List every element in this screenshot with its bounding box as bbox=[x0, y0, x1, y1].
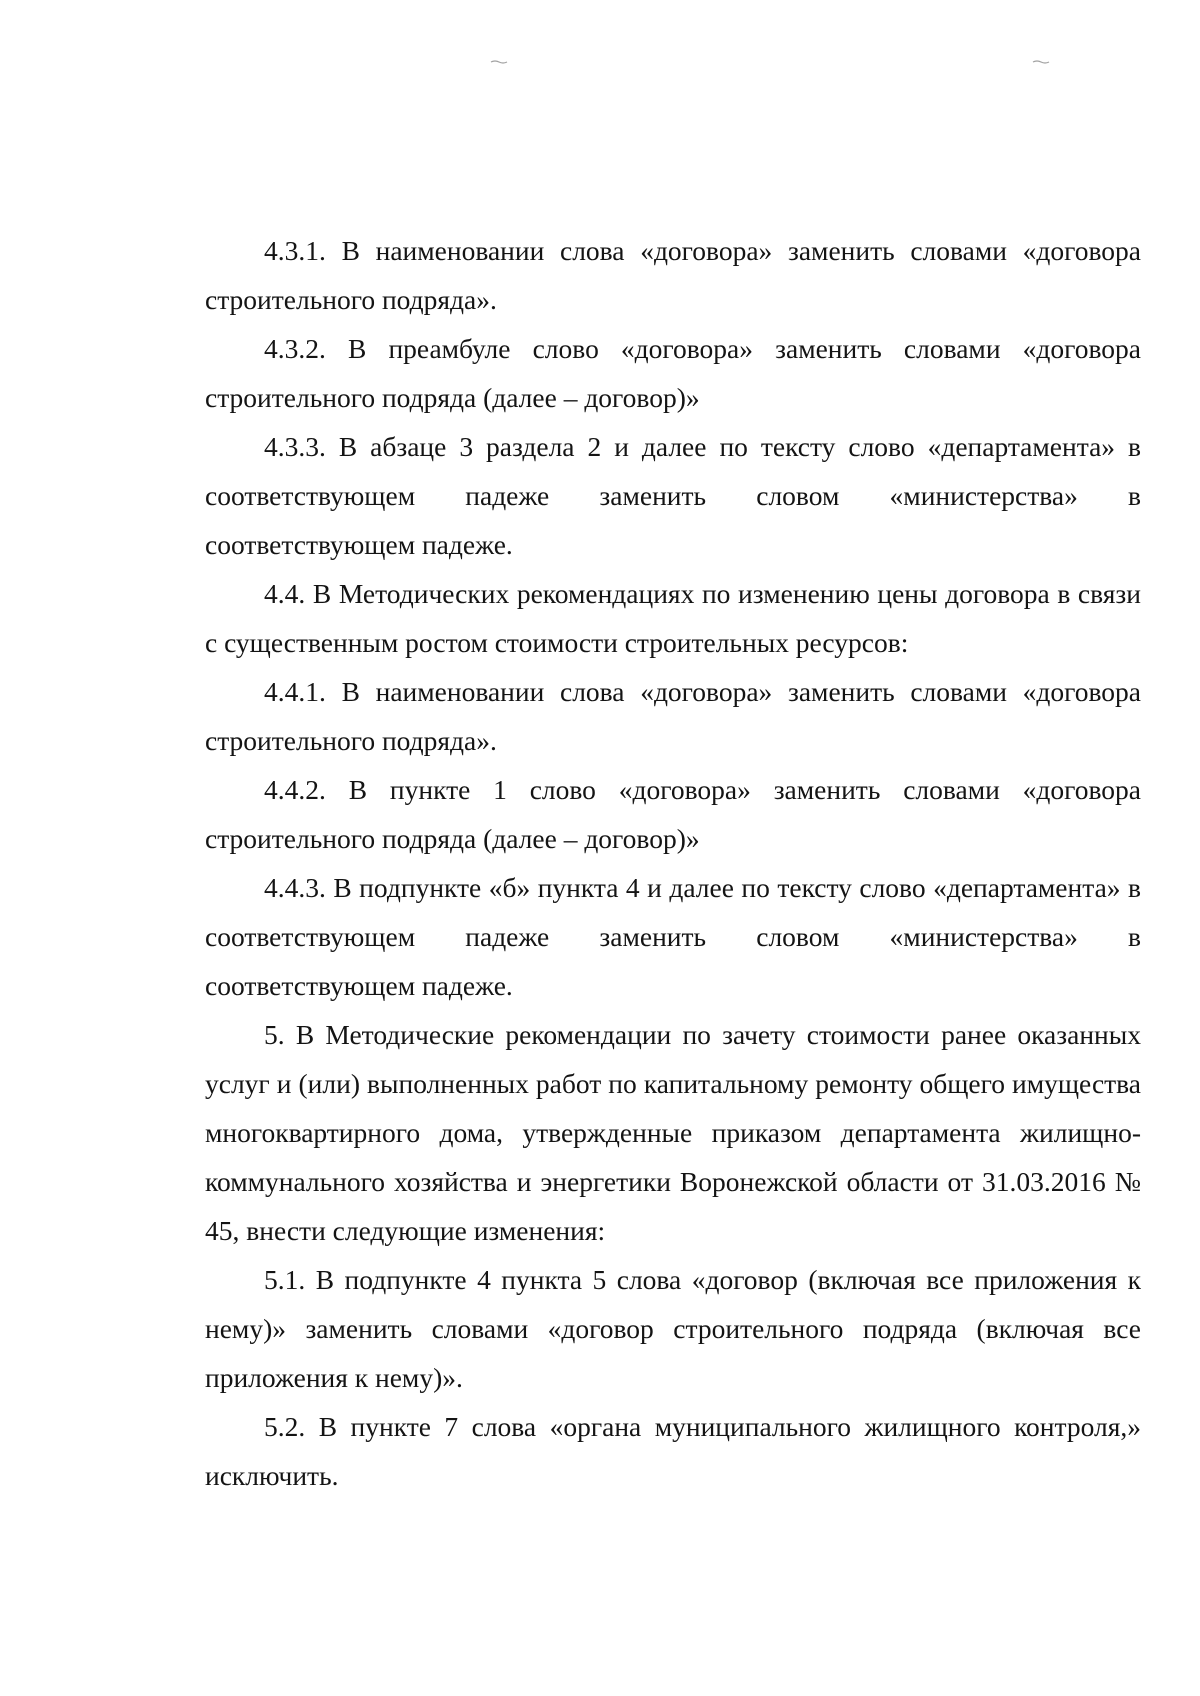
paragraph-4-4: 4.4. В Методических рекомендациях по изменению цены договора в связи с существенным ростом стоимости строительных ресурсов: bbox=[205, 578, 1141, 658]
paragraph-4-4-1: 4.4.1. В наименовании слова «договора» заменить словами «договора строительного подряда». bbox=[205, 676, 1141, 756]
scan-mark-icon bbox=[490, 60, 508, 64]
paragraph-4-4-3: 4.4.3. В подпункте «б» пункта 4 и далее по тексту слово «департамента» в соответствующем падеже заменить словом «министерства» в соответствующем падеже. bbox=[205, 872, 1141, 1001]
paragraph-4-4-2: 4.4.2. В пункте 1 слово «договора» заменить словами «договора строительного подряда (далее – договор)» bbox=[205, 774, 1141, 854]
document-body bbox=[205, 226, 1141, 1500]
paragraph-5: 5. В Методические рекомендации по зачету стоимости ранее оказанных услуг и (или) выполненных работ по капитальному ремонту общего имущества многоквартирного дома, утвержденные приказом департамента жилищно-коммунального хозяйства и энергетики Воронежской области от 31.03.2016 № 45, внести следующие изменения: bbox=[205, 1019, 1141, 1246]
paragraph-4-3-3: 4.3.3. В абзаце 3 раздела 2 и далее по тексту слово «департамента» в соответствующем падеже заменить словом «министерства» в соответствующем падеже. bbox=[205, 431, 1141, 560]
paragraph-4-3-2: 4.3.2. В преамбуле слово «договора» заменить словами «договора строительного подряда (далее – договор)» bbox=[205, 333, 1141, 413]
paragraph-5-2: 5.2. В пункте 7 слова «органа муниципального жилищного контроля,» исключить. bbox=[205, 1411, 1141, 1491]
paragraph-4-3-1: 4.3.1. В наименовании слова «договора» заменить словами «договора строительного подряда». bbox=[205, 235, 1141, 315]
paragraph-5-1: 5.1. В подпункте 4 пункта 5 слова «договор (включая все приложения к нему)» заменить словами «договор строительного подряда (включая все приложения к нему)». bbox=[205, 1264, 1141, 1393]
scan-mark-icon bbox=[1032, 60, 1050, 64]
